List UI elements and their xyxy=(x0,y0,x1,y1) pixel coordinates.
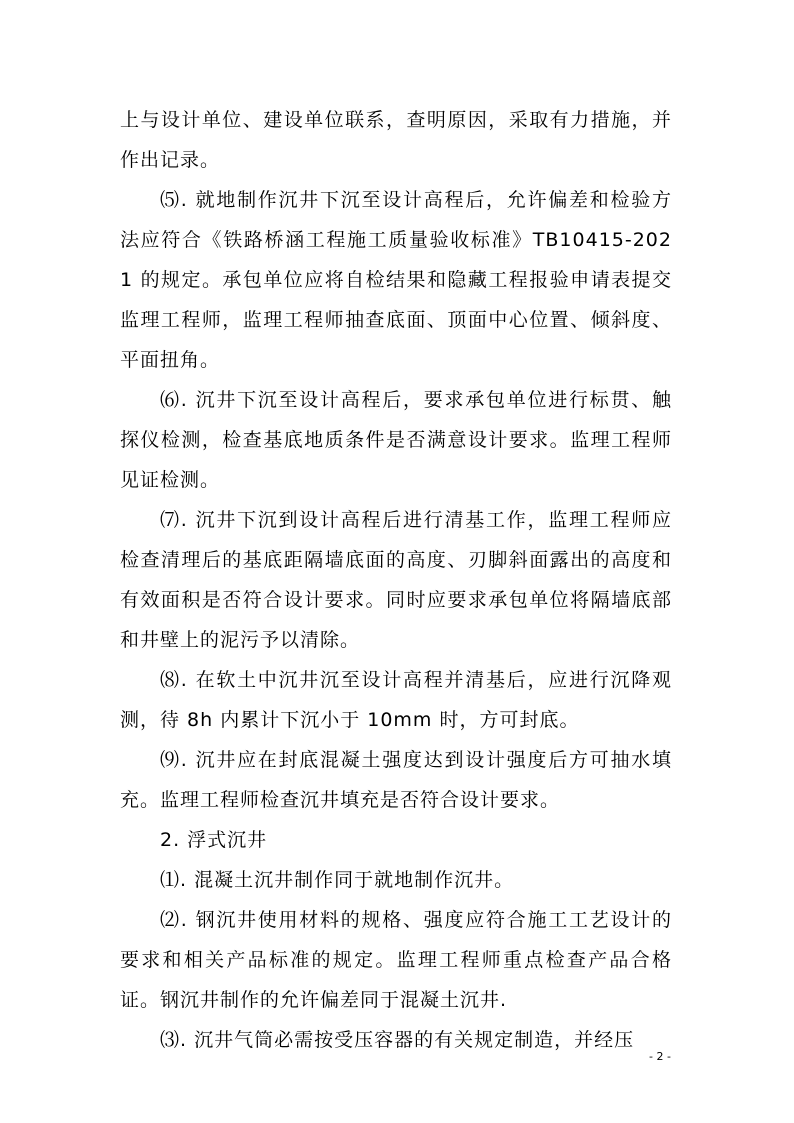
paragraph-2: ⑸. 就地制作沉井下沉至设计高程后，允许偏差和检验方法应符合《铁路桥涵工程施工质量验收标准》TB10415-2021 的规定。承包单位应将自检结果和隐藏工程报验申请表提交监理工程师，监理工程师抽查底面、顶面中心位置、倾斜度、平面扭角。 xyxy=(120,189,672,371)
paragraph-5: ⑻. 在软土中沉井沉至设计高程并清基后，应进行沉降观测，待 8h 内累计下沉小于 10mm 时，方可封底。 xyxy=(120,669,672,731)
paragraph-4: ⑺. 沉井下沉到设计高程后进行清基工作，监理工程师应检查清理后的基底距隔墙底面的高度、刃脚斜面露出的高度和有效面积是否符合设计要求。同时应要求承包单位将隔墙底部和井壁上的泥污予以清除。 xyxy=(120,509,672,651)
paragraph-3: ⑹. 沉井下沉至设计高程后，要求承包单位进行标贯、触探仪检测，检查基底地质条件是否满意设计要求。监理工程师见证检测。 xyxy=(120,389,672,491)
section-heading: 2. 浮式沉井 xyxy=(160,829,268,851)
body-text xyxy=(120,100,672,1060)
paragraph-8: ⑵. 钢沉井使用材料的规格、强度应符合施工工艺设计的要求和相关产品标准的规定。监理工程师重点检查产品合格证。钢沉井制作的允许偏差同于混凝土沉井. xyxy=(120,909,672,1011)
paragraph-6: ⑼. 沉井应在封底混凝土强度达到设计强度后方可抽水填充。监理工程师检查沉井填充是否符合设计要求。 xyxy=(120,749,672,811)
page-number: - 2 - xyxy=(649,1050,671,1063)
paragraph-9: ⑶. 沉井气筒必需按受压容器的有关规定制造，并经压 xyxy=(160,1029,635,1051)
paragraph-7: ⑴. 混凝土沉井制作同于就地制作沉井。 xyxy=(160,869,515,891)
paragraph-1: 上与设计单位、建设单位联系，查明原因，采取有力措施，并作出记录。 xyxy=(120,109,672,171)
